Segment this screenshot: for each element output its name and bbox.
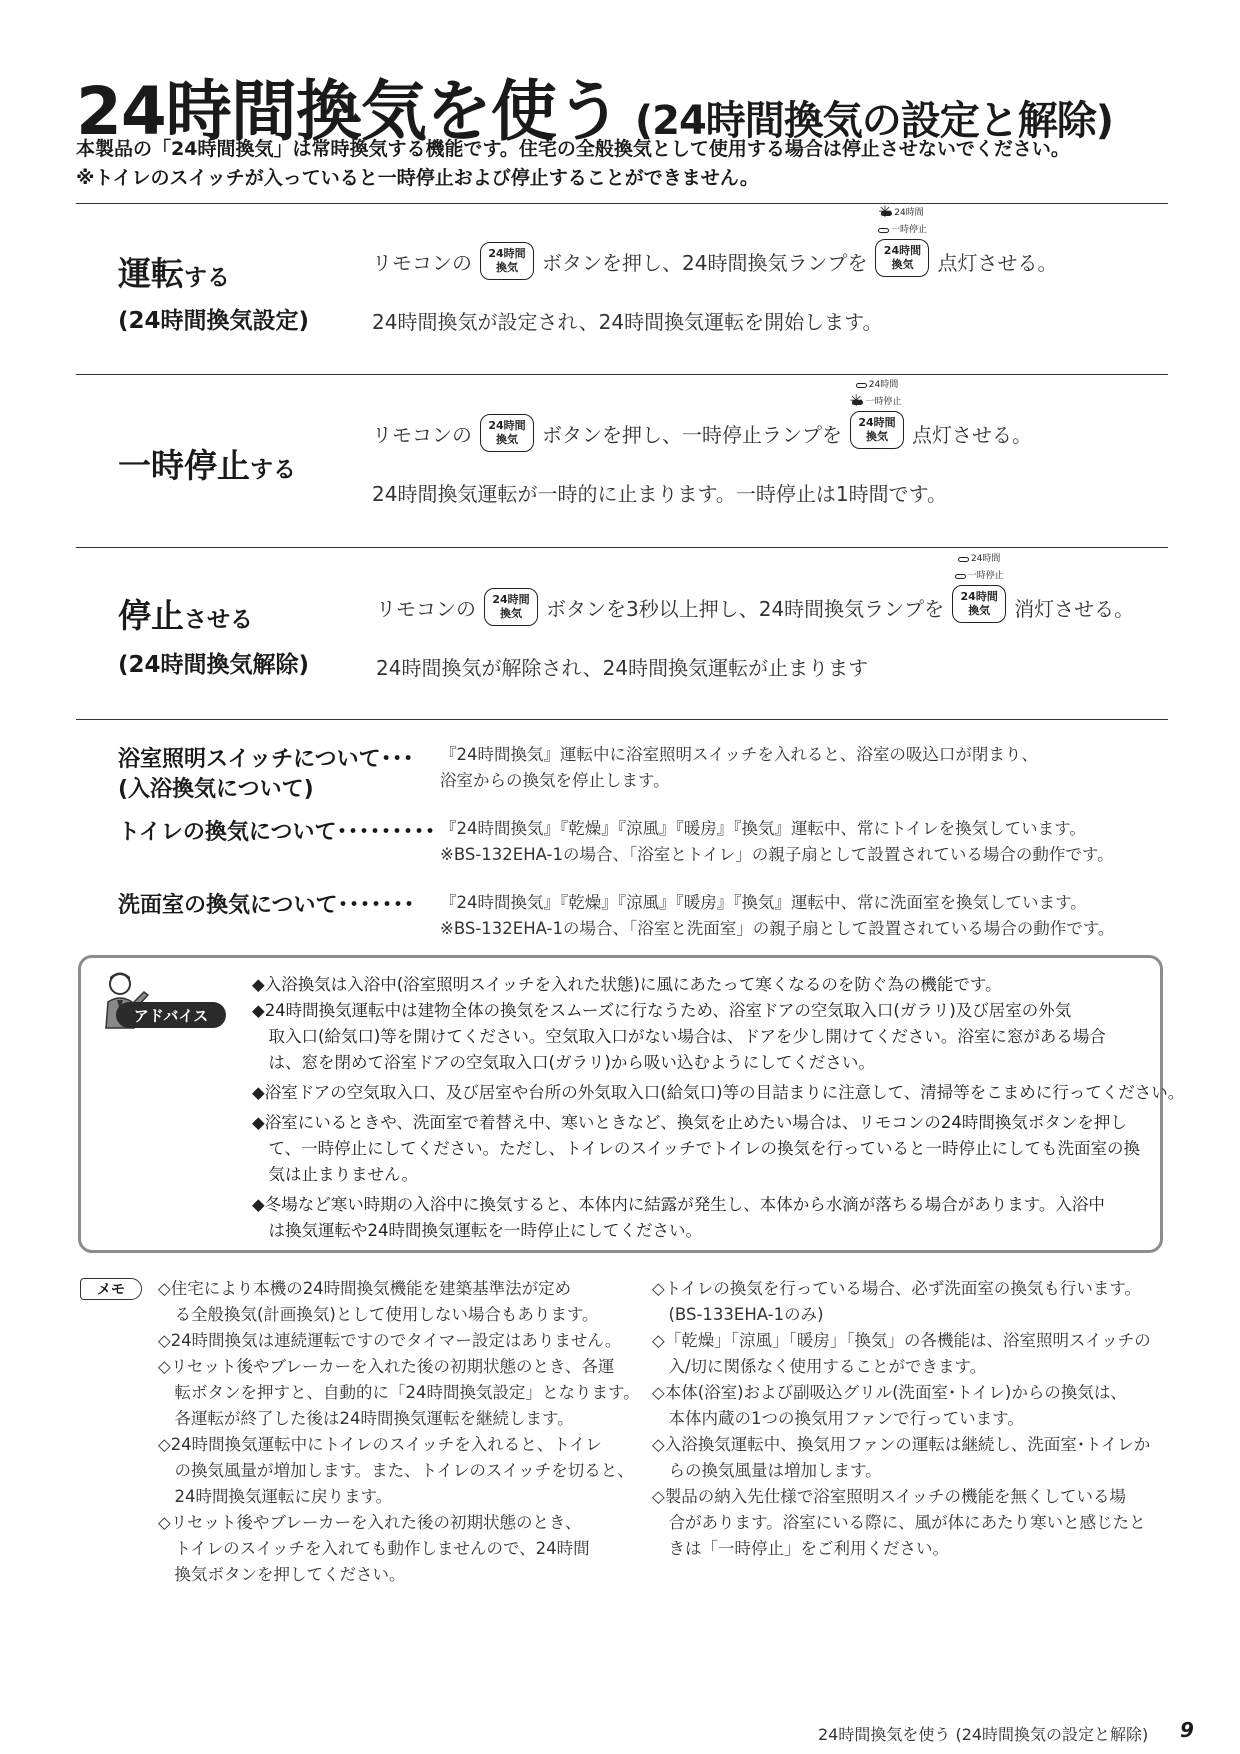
divider: [76, 547, 1168, 548]
memo-line: る全般換気(計画換気)として使用しない場合もあります。: [158, 1305, 599, 1324]
memo-line: 24時間換気運転に戻ります。: [158, 1487, 393, 1506]
memo-line: ◇24時間換気は連続運転ですのでタイマー設定はありません。: [158, 1331, 622, 1350]
advice-line: ◆冬場など寒い時期の入浴中に換気すると、本体内に結露が発生し、本体から水滴が落ちる場合があります。入浴中: [252, 1195, 1105, 1214]
info-text-bath-light-1: 『24時間換気』運転中に浴室照明スイッチを入れると、浴室の吸込口が閉まり、: [440, 745, 1038, 764]
memo-line: ◇トイレの換気を行っている場合、必ず洗面室の換気も行います。: [652, 1279, 1142, 1298]
memo-line: の換気風量が増加します。また、トイレのスイッチを切ると、: [158, 1461, 634, 1480]
info-label-bath-light: 浴室照明スイッチについて･･･: [118, 747, 414, 772]
divider: [76, 719, 1168, 720]
memo-line: ◇リセット後やブレーカーを入れた後の初期状態のとき、: [158, 1513, 582, 1532]
divider: [76, 203, 1168, 204]
memo-line: ◇入浴換気運転中、換気用ファンの運転は継続し、洗面室･トイレか: [652, 1435, 1151, 1454]
section-subtitle-run: (24時間換気設定): [118, 308, 310, 334]
memo-line: きは「一時停止」をご利用ください。: [652, 1539, 949, 1558]
info-text-toilet-1: 『24時間換気』『乾燥』『涼風』『暖房』『換気』運転中、常にトイレを換気しています。: [440, 819, 1086, 838]
info-text-washroom-1: 『24時間換気』『乾燥』『涼風』『暖房』『換気』運転中、常に洗面室を換気しています。: [440, 893, 1087, 912]
memo-badge: メモ: [80, 1278, 142, 1300]
info-label-washroom: 洗面室の換気について･･･････: [118, 893, 415, 918]
advice-line: 取入口(給気口)等を開けてください。空気取入口がない場合は、ドアを少し開けてください。浴室に窓がある場合: [252, 1027, 1106, 1046]
memo-line: 合があります。浴室にいる際に、風が体にあたり寒いと感じたと: [652, 1513, 1146, 1532]
memo-right-column: [652, 1276, 1151, 1562]
advice-line: ◆入浴換気は入浴中(浴室照明スイッチを入れた状態)に風にあたって寒くなるのを防ぐ為の機能です。: [252, 975, 1002, 994]
page-number: 9: [1180, 1718, 1194, 1742]
intro-line-1: 本製品の「24時間換気」は常時換気する機能です。住宅の全般換気として使用する場合は停止させないでください。: [76, 138, 1070, 160]
info-text-washroom-2: ※BS-132EHA-1の場合、「浴室と洗面室」の親子扇として設置されている場合の動作です。: [440, 919, 1115, 938]
advice-line: ◆24時間換気運転中は建物全体の換気をスムーズに行なうため、浴室ドアの空気取入口(ガラリ)及び居室の外気: [252, 1001, 1072, 1020]
memo-left-column: [158, 1276, 640, 1588]
remote-24h-button-icon: 24時間 換気: [480, 414, 534, 452]
page-footer: 24時間換気を使う (24時間換気の設定と解除): [818, 1725, 1149, 1744]
lamp-pause-on-icon: 24時間 ✳ 一時停止 24時間 換気: [850, 377, 904, 449]
section-instruction-run: リモコンの 24時間 換気 ボタンを押し、24時間換気ランプを ✳ 24時間 一時停止 24時間 換気 点灯させる。: [372, 242, 1057, 280]
section-title-run: 運転する: [118, 254, 230, 293]
memo-line: ◇24時間換気運転中にトイレのスイッチを入れると、トイレ: [158, 1435, 602, 1454]
memo-line: ◇「乾燥」「涼風」「暖房」「換気」の各機能は、浴室照明スイッチの: [652, 1331, 1151, 1350]
memo-line: 換気ボタンを押してください。: [158, 1565, 406, 1584]
remote-24h-button-icon: 24時間 換気: [480, 242, 534, 280]
section-title-pause: 一時停止する: [118, 446, 296, 485]
memo-line: ◇製品の納入先仕様で浴室照明スイッチの機能を無くしている場: [652, 1487, 1127, 1506]
memo-line: らの換気風量は増加します。: [652, 1461, 882, 1480]
remote-24h-button-icon: 24時間 換気: [484, 588, 538, 626]
memo-line: 本体内蔵の1つの換気用ファンで行っています。: [652, 1409, 1024, 1428]
advice-line: ◆浴室にいるときや、洗面室で着替え中、寒いときなど、換気を止めたい場合は、リモコンの24時間換気ボタンを押し: [252, 1113, 1127, 1132]
info-text-toilet-2: ※BS-132EHA-1の場合、「浴室とトイレ」の親子扇として設置されている場合の動作です。: [440, 845, 1114, 864]
divider: [76, 374, 1168, 375]
title-sub: (24時間換気の設定と解除): [634, 98, 1114, 144]
info-label-bath-light-sub: (入浴換気について): [118, 777, 314, 802]
memo-line: 入/切に関係なく使用することができます。: [652, 1357, 987, 1376]
lamp-off-icon: 24時間 一時停止 24時間 換気: [952, 551, 1006, 623]
memo-line: ◇住宅により本機の24時間換気機能を建築基準法が定め: [158, 1279, 572, 1298]
section-instruction-pause: リモコンの 24時間 換気 ボタンを押し、一時停止ランプを 24時間 ✳ 一時停止 24時間 換気 点灯させる。: [372, 414, 1032, 452]
advice-line: は換気運転や24時間換気運転を一時停止にしてください。: [252, 1221, 702, 1240]
memo-line: トイレのスイッチを入れても動作しませんので、24時間: [158, 1539, 590, 1558]
section-desc-pause: 24時間換気運転が一時的に止まります。一時停止は1時間です。: [372, 482, 947, 506]
memo-line: 各運転が終了した後は24時間換気運転を継続します。: [158, 1409, 574, 1428]
section-instruction-stop: リモコンの 24時間 換気 ボタンを3秒以上押し、24時間換気ランプを 24時間 一時停止 24時間 換気 消灯させる。: [376, 588, 1134, 626]
advice-line: て、一時停止にしてください。ただし、トイレのスイッチでトイレの換気を行っていると一時停止にしても洗面室の換: [252, 1139, 1141, 1158]
memo-line: ◇リセット後やブレーカーを入れた後の初期状態のとき、各運: [158, 1357, 615, 1376]
memo-line: 転ボタンを押すと、自動的に「24時間換気設定」となります。: [158, 1383, 640, 1402]
info-label-toilet: トイレの換気について･････････: [118, 820, 436, 845]
section-desc-stop: 24時間換気が解除され、24時間換気運転が止まります: [376, 656, 869, 680]
section-subtitle-stop: (24時間換気解除): [118, 652, 310, 678]
advice-line: 気は止まりません。: [252, 1165, 418, 1184]
info-text-bath-light-2: 浴室からの換気を停止します。: [440, 771, 670, 790]
section-title-stop: 停止させる: [118, 596, 253, 635]
memo-line: (BS-133EHA-1のみ): [652, 1305, 824, 1324]
section-desc-run: 24時間換気が設定され、24時間換気運転を開始します。: [372, 310, 883, 334]
lamp-ventilation-on-icon: ✳ 24時間 一時停止 24時間 換気: [875, 205, 929, 277]
memo-line: ◇本体(浴室)および副吸込グリル(洗面室･トイレ)からの換気は、: [652, 1383, 1127, 1402]
advice-line: ◆浴室ドアの空気取入口、及び居室や台所の外気取入口(給気口)等の目詰まりに注意して、清掃等をこまめに行ってください。: [252, 1083, 1185, 1102]
intro-line-2: ※トイレのスイッチが入っていると一時停止および停止することができません。: [76, 167, 759, 189]
advice-line: は、窓を閉めて浴室ドアの空気取入口(ガラリ)から吸い込むようにしてください。: [252, 1053, 875, 1072]
title-main: 24時間換気を使う: [76, 73, 621, 150]
advice-badge: アドバイス: [116, 1002, 226, 1028]
